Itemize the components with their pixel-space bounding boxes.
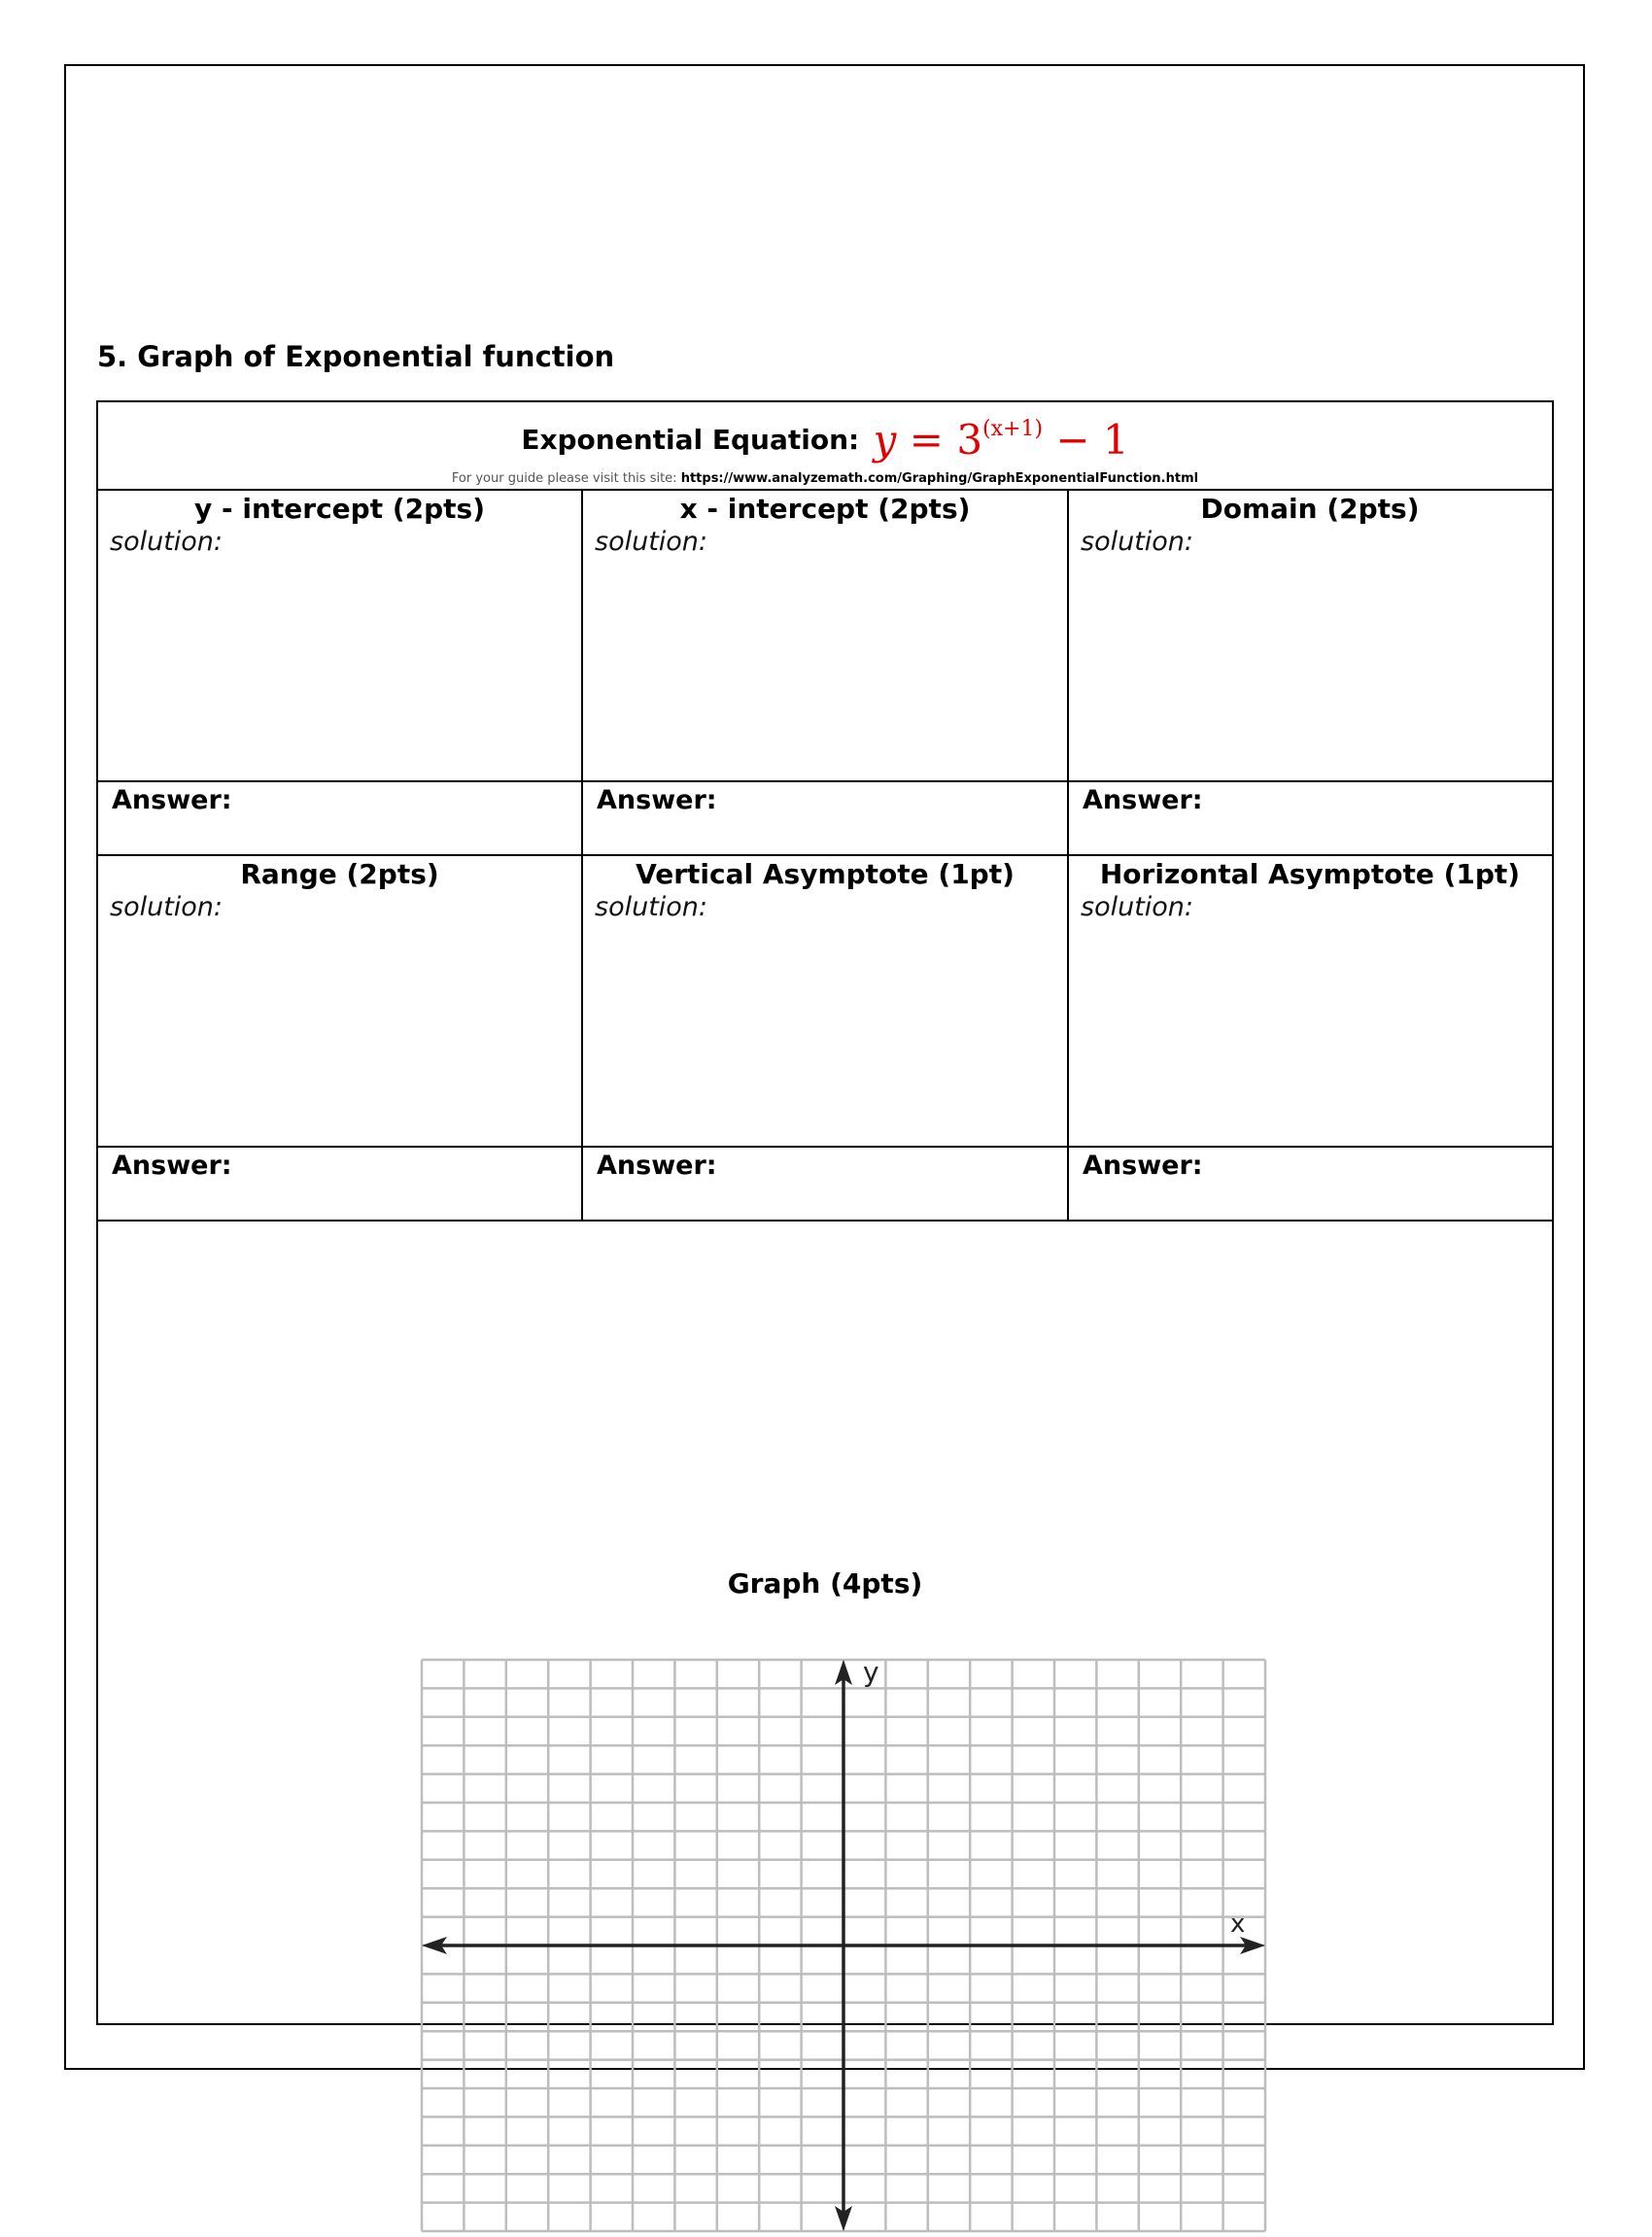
- x-axis-label: x: [1230, 1910, 1246, 1939]
- cell-title: Horizontal Asymptote (1pt): [1099, 858, 1521, 890]
- solution-row-2: [98, 856, 1552, 1148]
- guide-link[interactable]: https://www.analyzemath.com/Graphing/GraphExponentialFunction.html: [680, 471, 1199, 486]
- cell-horizontal-asymptote[interactable]: [1069, 856, 1551, 1146]
- cell-title: Range (2pts): [240, 858, 439, 890]
- answer-label: Answer:: [1083, 1151, 1203, 1181]
- cell-y-intercept[interactable]: [98, 491, 583, 780]
- cell-x-intercept[interactable]: [583, 491, 1069, 780]
- cell-title: Vertical Asymptote (1pt): [636, 858, 1015, 890]
- solution-row-1: [98, 491, 1552, 782]
- equation-formula: [874, 416, 1129, 464]
- equation-exponent: (x+1): [982, 417, 1044, 441]
- answer-label: Answer:: [1083, 785, 1203, 815]
- solution-label: solution:: [595, 527, 708, 557]
- answer-label: Answer:: [597, 785, 717, 815]
- equation-tail: − 1: [1043, 416, 1129, 464]
- question-title: 5. Graph of Exponential function: [97, 340, 615, 373]
- coordinate-grid[interactable]: [416, 1654, 1271, 2237]
- answer-label: Answer:: [112, 1151, 232, 1181]
- worksheet-table: [96, 400, 1554, 2025]
- cell-title: y - intercept (2pts): [193, 493, 486, 525]
- equation-label: Exponential Equation:: [521, 424, 860, 456]
- guide-prefix: For your guide please visit this site:: [451, 471, 681, 486]
- answer-cell-domain[interactable]: [1069, 782, 1551, 854]
- answer-cell-range[interactable]: [98, 1148, 583, 1220]
- equation-line: [98, 416, 1552, 464]
- graph-title: Graph (4pts): [727, 1567, 923, 1600]
- cell-range[interactable]: [98, 856, 583, 1146]
- answer-label: Answer:: [112, 785, 232, 815]
- cell-vertical-asymptote[interactable]: [583, 856, 1069, 1146]
- solution-label: solution:: [1081, 527, 1194, 557]
- equation-equals: =: [896, 416, 957, 464]
- answer-label: Answer:: [597, 1151, 717, 1181]
- equation-lhs: y: [873, 416, 897, 464]
- solution-label: solution:: [110, 892, 224, 922]
- solution-label: solution:: [110, 527, 224, 557]
- graph-section: [98, 1534, 1552, 2022]
- cell-title: x - intercept (2pts): [679, 493, 971, 525]
- answer-cell-y-intercept[interactable]: [98, 782, 583, 854]
- cell-title: Domain (2pts): [1200, 493, 1420, 525]
- equation-header: [98, 402, 1552, 491]
- equation-base: 3: [956, 416, 983, 464]
- answer-row-1: [98, 782, 1552, 856]
- answer-cell-horizontal-asymptote[interactable]: [1069, 1148, 1551, 1220]
- guide-line: [98, 471, 1552, 486]
- answer-cell-vertical-asymptote[interactable]: [583, 1148, 1069, 1220]
- answer-row-2: [98, 1148, 1552, 1222]
- solution-label: solution:: [1081, 892, 1194, 922]
- cell-domain[interactable]: [1069, 491, 1551, 780]
- y-axis-label: y: [863, 1656, 879, 1688]
- solution-label: solution:: [595, 892, 708, 922]
- answer-cell-x-intercept[interactable]: [583, 782, 1069, 854]
